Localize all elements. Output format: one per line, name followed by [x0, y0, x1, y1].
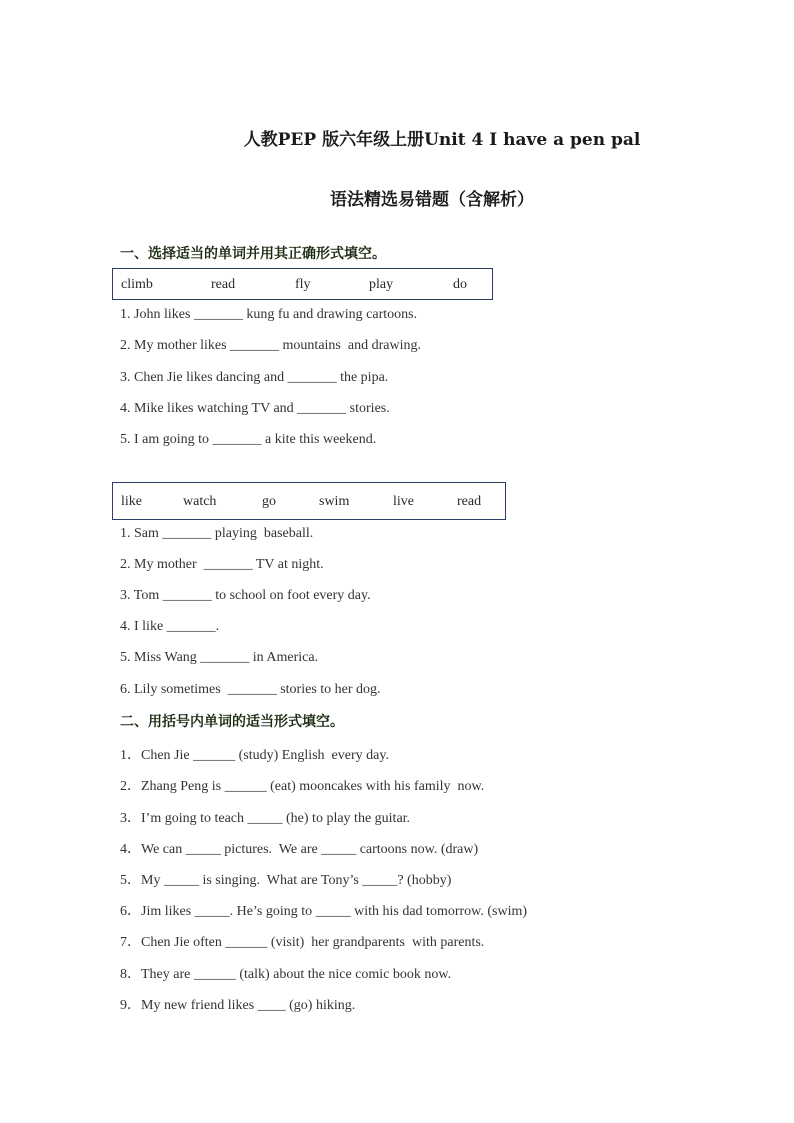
exercise-item: 2. My mother likes _______ mountains and drawing. — [120, 338, 421, 353]
exercise-item: 1. John likes _______ kung fu and drawing cartoons. — [120, 307, 418, 322]
exercise-item: 2．Zhang Peng is ______ (eat) mooncakes with his family now. — [120, 779, 485, 794]
word-bank-item: do — [453, 277, 467, 292]
exercise-item: 3. Tom _______ to school on foot every day. — [120, 588, 371, 603]
section-2-heading: 二、用括号内单词的适当形式填空。 — [120, 714, 344, 730]
exercise-item: 1．Chen Jie ______ (study) English every day. — [120, 748, 389, 763]
exercise-item: 5. I am going to _______ a kite this weekend. — [120, 432, 377, 447]
exercise-item: 8．They are ______ (talk) about the nice comic book now. — [120, 967, 452, 982]
word-bank-item: climb — [121, 277, 153, 292]
worksheet-subtitle: 语法精选易错题（含解析） — [330, 190, 534, 210]
word-bank-item: read — [457, 494, 482, 509]
word-bank-2 — [112, 482, 506, 520]
exercise-item: 6. Lily sometimes _______ stories to her dog. — [120, 682, 381, 697]
section-1-heading: 一、选择适当的单词并用其正确形式填空。 — [120, 246, 386, 262]
exercise-item: 5．My _____ is singing. What are Tony’s _____? (hobby) — [120, 873, 452, 888]
worksheet-title: 人教PEP 版六年级上册Unit 4 I have a pen pal — [243, 130, 641, 150]
word-bank-1 — [112, 268, 493, 300]
word-bank-item: watch — [183, 494, 217, 509]
exercise-item: 1. Sam _______ playing baseball. — [120, 526, 314, 541]
word-bank-item: like — [121, 494, 142, 509]
exercise-item: 4. I like _______. — [120, 619, 220, 634]
exercise-item: 4. Mike likes watching TV and _______ stories. — [120, 401, 390, 416]
exercise-item: 5. Miss Wang _______ in America. — [120, 650, 319, 665]
exercise-item: 4．We can _____ pictures. We are _____ cartoons now. (draw) — [120, 842, 479, 857]
exercise-item: 7．Chen Jie often ______ (visit) her grandparents with parents. — [120, 935, 485, 950]
exercise-item: 9．My new friend likes ____ (go) hiking. — [120, 998, 356, 1013]
word-bank-item: live — [393, 494, 414, 509]
word-bank-item: swim — [319, 494, 350, 509]
exercise-item: 6．Jim likes _____. He’s going to _____ with his dad tomorrow. (swim) — [120, 904, 528, 919]
word-bank-item: fly — [295, 277, 311, 292]
exercise-item: 3. Chen Jie likes dancing and _______ the pipa. — [120, 370, 389, 385]
exercise-item: 2. My mother _______ TV at night. — [120, 557, 324, 572]
word-bank-item: go — [262, 494, 276, 509]
word-bank-item: play — [369, 277, 394, 292]
exercise-item: 3．I’m going to teach _____ (he) to play the guitar. — [120, 811, 411, 826]
word-bank-item: read — [211, 277, 236, 292]
